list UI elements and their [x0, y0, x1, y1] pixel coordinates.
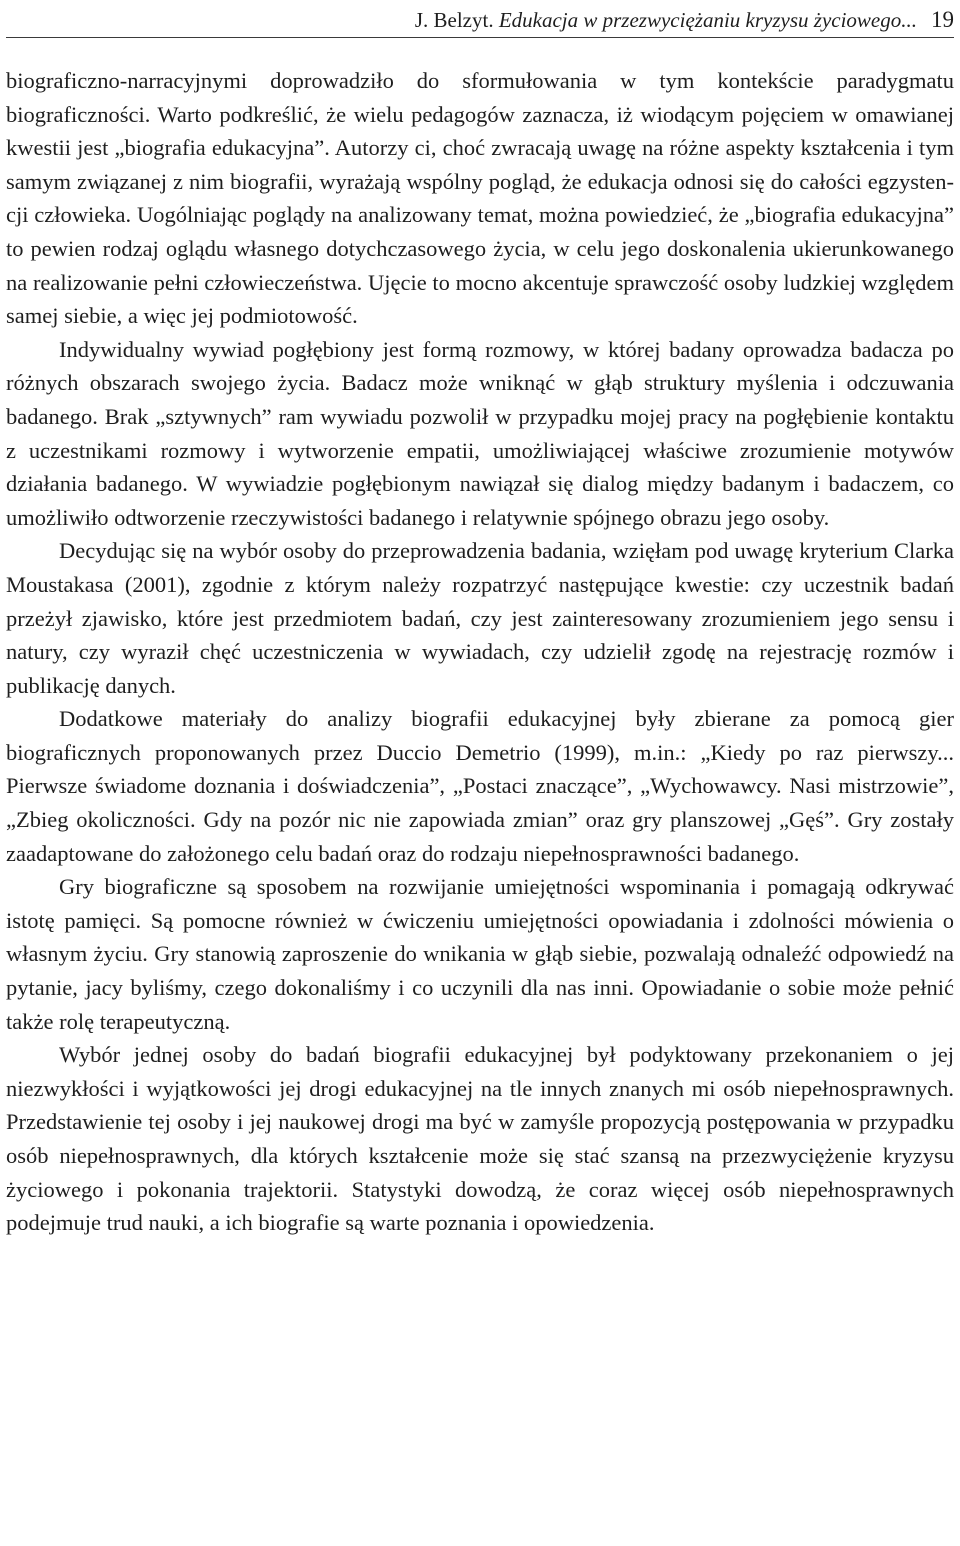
paragraph-single-person-choice: Wybór jednej osoby do badań biografii edukacyjnej był podyktowany przekonaniem o jej niezwykłości i wyjątkowości jej drogi edukacyjnej na tle innych znanych mi osób niepełnosprawnych. Przedstawienie tej osoby i jej naukowej drogi ma być w zamyśle propozycją postępowania w przypadku osób niepełnosprawnych, dla których kształcenie może się stać szansą na przezwyciężenie kryzysu życiowego i pokonania trajektorii. Statystyki dowodzą, że coraz więcej osób niepełnosprawnych podejmuje trud nauki, a ich biografie są warte poznania i opowiedzenia.	[6, 1042, 954, 1236]
paragraph-continuation: biograficzno-narracyjnymi doprowadziło do sformułowania w tym kontekście paradygmatu biograficzności. Warto podkreślić, że wielu pedagogów zaznacza, iż wiodącym pojęciem w omawianej kwestii jest „biografia edukacyjna”. Autorzy ci, choć zwracają uwagę na różne aspekty kształcenia i tym samym związanej z nim biografii, wyrażają wspólny pogląd, że edukacja odnosi się do całości egzystencji człowieka. Uogólniając poglądy na analizowany temat, można powiedzieć, że „biografia edukacyjna” to pewien rodzaj oglądu własnego dotychczasowego życia, w celu jego doskonalenia ukierunkowanego na realizowanie pełni człowieczeństwa. Ujęcie to mocno akcentuje sprawczość osoby ludzkiej względem samej siebie, a więc jej podmiotowość.	[6, 68, 954, 329]
document-page	[6, 0, 954, 1236]
paragraph-biographical-games: Gry biograficzne są sposobem na rozwijanie umiejętności wspominania i pomagają odkrywać istotę pamięci. Są pomocne również w ćwiczeniu umiejętności opowiadania i zdolności mówienia o własnym życiu. Gry stanowią zaproszenie do wnikania w głąb siebie, pozwalają odnaleźć odpowiedź na pytanie, jacy byliśmy, czego dokonaliśmy i co uczynili dla nas inni. Opowiadanie o sobie może pełnić także rolę terapeutyczną.	[6, 874, 954, 1034]
page-number: 19	[931, 7, 954, 32]
paragraph-additional-materials: Dodatkowe materiały do analizy biografii edukacyjnej były zbierane za pomocą gier biograficznych proponowanych przez Duccio Demetrio (1999), m.in.: „Kiedy po raz pierwszy... Pierwsze świadome doznania i doświadczenia”, „Postaci znaczące”, „Wychowawcy. Nasi mistrzowie”, „Zbieg okoliczności. Gdy na pozór nic nie zapowiada zmian” oraz gry planszowej „Gęś”. Gry zostały zaadaptowane do założonego celu badań oraz do rodzaju niepełnosprawności badanego.	[6, 706, 954, 866]
body-text	[6, 64, 954, 1240]
running-header-author: J. Belzyt.	[414, 8, 494, 32]
paragraph-interview: Indywidualny wywiad pogłębiony jest formą rozmowy, w której badany oprowadza badacza po różnych obszarach swojego życia. Badacz może wniknąć w głąb struktury myślenia i odczuwania badanego. Brak „sztywnych” ram wywiadu pozwolił w przypadku mojej pracy na pogłębienie kontaktu z uczestnikami rozmowy i wytworzenie empatii, umożliwiającej właściwe zrozumienie motywów działania badanego. W wywiadzie pogłębionym nawiązał się dialog między badanym i badaczem, co umożliwiło odtworzenie rzeczywistości badanego i relatywnie spójnego obrazu jego osoby.	[6, 336, 954, 530]
running-header	[6, 0, 954, 38]
running-header-title: Edukacja w przezwyciężaniu kryzysu życiowego...	[498, 8, 917, 32]
paragraph-selection-criteria: Decydując się na wybór osoby do przeprowadzenia badania, wzięłam pod uwagę kryterium Clarka Moustakasa (2001), zgodnie z którym należy rozpatrzyć następujące kwestie: czy uczestnik badań przeżył zjawisko, które jest przedmiotem badań, czy jest zainteresowany zrozumieniem jego sensu i natury, czy wyraził chęć uczestniczenia w wywiadach, czy udzielił zgodę na rejestrację rozmów i publikację danych.	[6, 538, 954, 698]
